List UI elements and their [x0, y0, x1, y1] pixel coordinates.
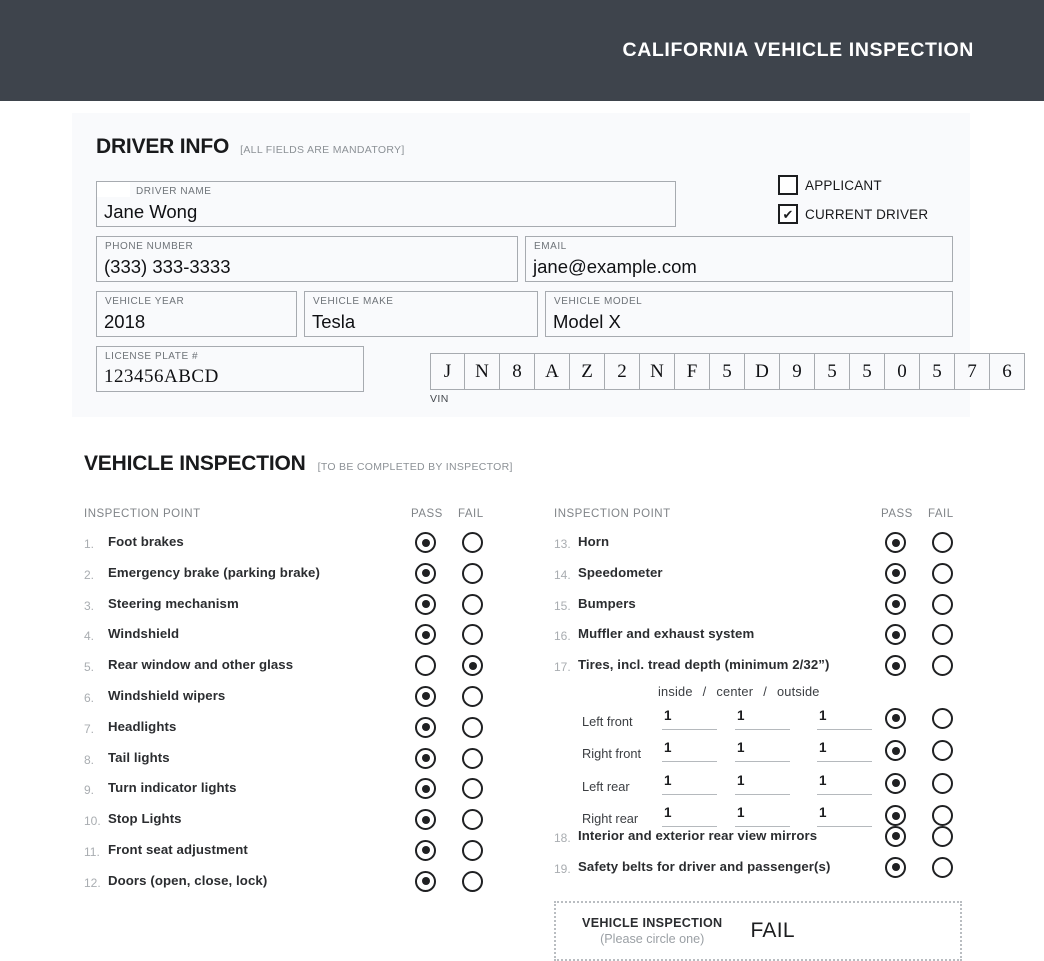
inspection-item-label: Stop Lights: [108, 811, 182, 827]
right-column-header: [554, 508, 964, 530]
inspection-pass-radio[interactable]: [415, 778, 436, 799]
tire-pass-radio[interactable]: [885, 773, 906, 794]
inspection-pass-radio[interactable]: [885, 624, 906, 645]
inspection-result-hint: (Please circle one): [600, 932, 705, 946]
email-label: EMAIL: [534, 241, 567, 252]
left-pass-header: PASS: [411, 508, 443, 520]
email-value: jane@example.com: [533, 256, 697, 277]
inspection-item-number: 15.: [554, 598, 571, 613]
inspection-column-right: [554, 508, 964, 886]
license-plate-field[interactable]: [96, 346, 364, 392]
inspection-result-labels: [582, 916, 722, 946]
license-plate-label: LICENSE PLATE #: [105, 351, 199, 362]
vehicle-make-value: Tesla: [312, 311, 356, 332]
tire-outside-input[interactable]: 1: [817, 805, 872, 827]
inspection-item: [84, 653, 494, 684]
inspection-fail-radio[interactable]: [462, 717, 483, 738]
inspection-item: [84, 530, 494, 561]
tire-fail-radio[interactable]: [932, 740, 953, 761]
inspection-fail-radio[interactable]: [462, 563, 483, 584]
inspection-item-number: 14.: [554, 567, 571, 582]
inspection-item: [84, 684, 494, 715]
vin-label: VIN: [430, 393, 449, 405]
vin-char-10[interactable]: D: [745, 353, 780, 390]
inspection-fail-radio[interactable]: [462, 624, 483, 645]
inspection-item-label: Turn indicator lights: [108, 780, 237, 796]
inspection-item-number: 9.: [84, 783, 95, 798]
inspection-fail-radio[interactable]: [932, 826, 953, 847]
tire-center-input[interactable]: 1: [735, 805, 790, 827]
tire-outside-input[interactable]: 1: [817, 740, 872, 762]
inspection-item-label: Muffler and exhaust system: [578, 626, 755, 642]
inspection-item-label: Steering mechanism: [108, 595, 239, 611]
tire-col-center: center: [716, 683, 754, 699]
vin-char-12[interactable]: 5: [815, 353, 850, 390]
right-pass-header: PASS: [881, 508, 913, 520]
inspection-item-number: 2.: [84, 567, 95, 582]
license-plate-value: 123456ABCD: [104, 366, 219, 387]
applicant-checkbox-box[interactable]: [778, 175, 798, 195]
inspection-fail-radio[interactable]: [462, 655, 483, 676]
tire-center-input[interactable]: 1: [735, 708, 790, 730]
vin-char-3[interactable]: 8: [500, 353, 535, 390]
vehicle-year-field[interactable]: [96, 291, 297, 337]
tire-col-sep-1: /: [702, 683, 707, 699]
vehicle-inspection-note: [TO BE COMPLETED BY INSPECTOR]: [317, 461, 513, 473]
inspection-item: [554, 653, 964, 684]
inspection-item: [554, 561, 964, 592]
tire-col-inside: inside: [658, 683, 693, 699]
vehicle-inspection-title: VEHICLE INSPECTION: [84, 452, 306, 475]
inspection-item-label: Horn: [578, 534, 610, 549]
tire-columns-header: [658, 684, 820, 699]
inspection-item-number: 16.: [554, 629, 571, 644]
inspection-fail-radio[interactable]: [462, 686, 483, 707]
inspection-fail-radio[interactable]: [462, 809, 483, 830]
vin-char-7[interactable]: N: [640, 353, 675, 390]
vin-char-14[interactable]: 0: [885, 353, 920, 390]
inspection-item-label: Foot brakes: [108, 534, 184, 549]
left-point-header: INSPECTION POINT: [84, 508, 201, 520]
inspection-item-number: 12.: [84, 875, 101, 890]
inspection-item-number: 10.: [84, 814, 101, 829]
inspection-item: [554, 592, 964, 623]
inspection-fail-radio[interactable]: [462, 594, 483, 615]
driver-info-title: DRIVER INFO: [96, 135, 230, 158]
vin-char-11[interactable]: 9: [780, 353, 815, 390]
driver-name-value: Jane Wong: [104, 201, 198, 222]
vehicle-model-label: VEHICLE MODEL: [554, 296, 643, 307]
vin-char-2[interactable]: N: [465, 353, 500, 390]
tire-tread-depth-table: [554, 683, 964, 827]
phone-number-value: (333) 333-3333: [104, 256, 231, 277]
tire-inside-input[interactable]: 1: [662, 708, 717, 730]
tire-center-input[interactable]: 1: [735, 773, 790, 795]
tire-pass-radio[interactable]: [885, 740, 906, 761]
vin-char-5[interactable]: Z: [570, 353, 605, 390]
inspection-item-number: 4.: [84, 629, 95, 644]
tire-inside-input[interactable]: 1: [662, 805, 717, 827]
inspection-item-label: Doors (open, close, lock): [108, 872, 268, 888]
inspection-item-number: 18.: [554, 830, 571, 845]
vehicle-model-value: Model X: [553, 311, 621, 332]
current-driver-checkbox-label: CURRENT DRIVER: [805, 206, 929, 222]
inspection-item-number: 8.: [84, 752, 95, 767]
vin-char-1[interactable]: J: [430, 353, 465, 390]
inspection-result-title: VEHICLE INSPECTION: [582, 916, 723, 930]
inspection-item: [84, 746, 494, 777]
inspection-item: [554, 622, 964, 653]
tire-row: [554, 708, 964, 739]
vehicle-make-label: VEHICLE MAKE: [313, 296, 394, 307]
inspection-item-label: Interior and exterior rear view mirrors: [578, 827, 818, 843]
inspection-item-label: Bumpers: [578, 595, 636, 611]
vin-char-16[interactable]: 7: [955, 353, 990, 390]
inspection-fail-radio[interactable]: [462, 840, 483, 861]
inspection-item: [84, 838, 494, 869]
inspection-fail-radio[interactable]: [932, 655, 953, 676]
inspection-item: [84, 807, 494, 838]
inspection-item: [84, 561, 494, 592]
tire-outside-input[interactable]: 1: [817, 708, 872, 730]
driver-info-panel: [72, 113, 1012, 417]
inspection-pass-radio[interactable]: [415, 748, 436, 769]
inspection-result-box: [554, 901, 962, 961]
right-inspection-items-top: [554, 530, 964, 684]
app-header: [0, 0, 1044, 101]
tire-inside-input[interactable]: 1: [662, 773, 717, 795]
inspection-item: [84, 869, 494, 900]
driver-name-label: DRIVER NAME: [136, 186, 212, 197]
inspection-pass-radio[interactable]: [415, 809, 436, 830]
inspection-item-label: Windshield wipers: [108, 687, 226, 703]
phone-number-field[interactable]: [96, 236, 518, 282]
inspection-fail-radio[interactable]: [932, 594, 953, 615]
inspection-result-value[interactable]: FAIL: [750, 919, 795, 942]
inspection-item: [84, 622, 494, 653]
driver-role-checkbox-group: [778, 175, 928, 233]
inspection-item-number: 1.: [84, 537, 95, 551]
tire-pass-radio[interactable]: [885, 708, 906, 729]
inspection-item-label: Tail lights: [108, 749, 170, 765]
tire-row-label: Right rear: [582, 811, 639, 827]
inspection-item-number: 17.: [554, 660, 571, 675]
tire-outside-input[interactable]: 1: [817, 773, 872, 795]
tire-row: [554, 740, 964, 771]
right-inspection-items-bottom: [554, 824, 964, 886]
inspection-item: [84, 776, 494, 807]
tire-row-label: Right front: [582, 746, 642, 762]
vehicle-model-field[interactable]: [545, 291, 953, 337]
vehicle-make-field[interactable]: [304, 291, 538, 337]
inspection-pass-radio[interactable]: [415, 624, 436, 645]
vin-field-group: [430, 353, 1025, 405]
right-point-header: INSPECTION POINT: [554, 508, 671, 520]
inspection-item-label: Windshield: [108, 626, 180, 642]
driver-info-heading: [84, 135, 958, 159]
checkbox-current-driver[interactable]: [778, 204, 928, 224]
vin-char-17[interactable]: 6: [990, 353, 1025, 390]
vehicle-year-label: VEHICLE YEAR: [105, 296, 185, 307]
vin-char-6[interactable]: 2: [605, 353, 640, 390]
inspection-pass-radio[interactable]: [885, 857, 906, 878]
inspection-pass-radio[interactable]: [415, 594, 436, 615]
inspection-fail-radio[interactable]: [932, 563, 953, 584]
tire-row-label: Left rear: [582, 778, 630, 794]
inspection-pass-radio[interactable]: [885, 563, 906, 584]
inspection-item-number: 7.: [84, 721, 95, 736]
inspection-item-label: Tires, incl. tread depth (minimum 2/32”): [578, 657, 830, 673]
inspection-item: [84, 592, 494, 623]
vin-char-15[interactable]: 5: [920, 353, 955, 390]
inspection-item: [84, 715, 494, 746]
tire-fail-radio[interactable]: [932, 708, 953, 729]
inspection-item: [554, 824, 964, 855]
inspection-fail-radio[interactable]: [462, 778, 483, 799]
inspection-fail-radio[interactable]: [462, 532, 483, 553]
left-fail-header: FAIL: [458, 508, 484, 520]
checkbox-applicant[interactable]: [778, 175, 928, 195]
current-driver-checkbox-box[interactable]: ✔: [778, 204, 798, 224]
tire-col-outside: outside: [776, 683, 820, 699]
vin-boxes[interactable]: [430, 353, 1025, 390]
inspection-item-number: 3.: [84, 598, 95, 613]
inspection-pass-radio[interactable]: [885, 655, 906, 676]
vin-char-13[interactable]: 5: [850, 353, 885, 390]
inspection-pass-radio[interactable]: [415, 717, 436, 738]
inspection-item-label: Safety belts for driver and passenger(s): [578, 858, 831, 874]
vin-char-4[interactable]: A: [535, 353, 570, 390]
inspection-item-label: Front seat adjustment: [108, 841, 248, 857]
email-field[interactable]: [525, 236, 953, 282]
applicant-checkbox-label: APPLICANT: [805, 177, 882, 193]
inspection-fail-radio[interactable]: [462, 871, 483, 892]
vehicle-year-value: 2018: [104, 311, 146, 332]
tire-row: [554, 773, 964, 804]
tire-fail-radio[interactable]: [932, 773, 953, 794]
inspection-pass-radio[interactable]: [415, 840, 436, 861]
tire-inside-input[interactable]: 1: [662, 740, 717, 762]
inspection-item-number: 19.: [554, 861, 571, 876]
inspection-column-left: [84, 508, 494, 900]
inspection-item-number: 11.: [84, 844, 100, 859]
tire-row-label: Left front: [582, 713, 633, 729]
inspection-pass-radio[interactable]: [415, 871, 436, 892]
tire-center-input[interactable]: 1: [735, 740, 790, 762]
inspection-item-number: 13.: [554, 537, 571, 551]
left-column-header: [84, 508, 494, 530]
inspection-item-label: Rear window and other glass: [108, 657, 294, 673]
inspection-pass-radio[interactable]: [885, 826, 906, 847]
vin-char-8[interactable]: F: [675, 353, 710, 390]
tire-col-sep-2: /: [763, 683, 767, 699]
page-title: CALIFORNIA VEHICLE INSPECTION: [622, 39, 974, 61]
inspection-pass-radio[interactable]: [415, 532, 436, 553]
inspection-fail-radio[interactable]: [932, 624, 953, 645]
inspection-pass-radio[interactable]: [415, 686, 436, 707]
vehicle-inspection-heading: [84, 452, 513, 476]
inspection-item-number: 6.: [84, 690, 95, 705]
inspection-item: [554, 855, 964, 886]
inspection-item-label: Headlights: [108, 718, 177, 734]
inspection-item: [554, 530, 964, 561]
inspection-item-number: 5.: [84, 660, 95, 675]
vin-char-9[interactable]: 5: [710, 353, 745, 390]
left-inspection-items: [84, 530, 494, 900]
phone-number-label: PHONE NUMBER: [105, 241, 194, 252]
inspection-pass-radio[interactable]: [415, 563, 436, 584]
inspection-item-label: Emergency brake (parking brake): [108, 564, 320, 580]
inspection-pass-radio[interactable]: [885, 594, 906, 615]
inspection-pass-radio[interactable]: [415, 655, 436, 676]
inspection-item-label: Speedometer: [578, 564, 663, 580]
driver-info-note: [ALL FIELDS ARE MANDATORY]: [240, 144, 405, 156]
inspection-pass-radio[interactable]: [885, 532, 906, 553]
inspection-fail-radio[interactable]: [462, 748, 483, 769]
inspection-fail-radio[interactable]: [932, 532, 953, 553]
driver-name-field[interactable]: [96, 181, 676, 227]
right-fail-header: FAIL: [928, 508, 954, 520]
inspection-fail-radio[interactable]: [932, 857, 953, 878]
